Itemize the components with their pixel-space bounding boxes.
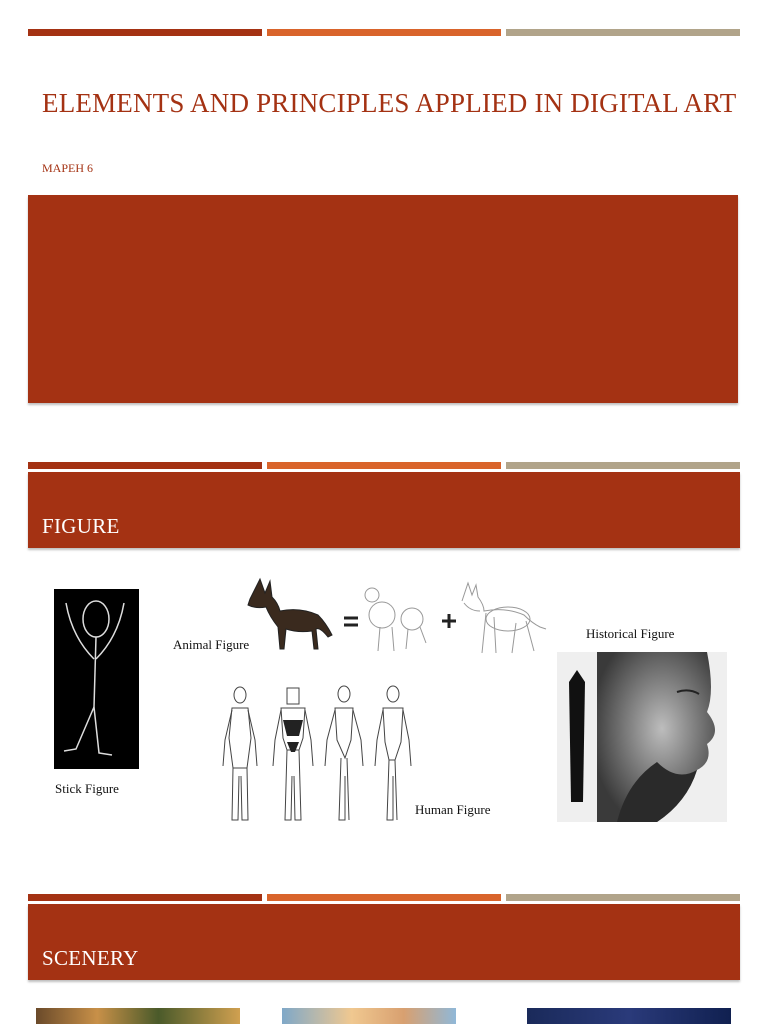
stripe-tan bbox=[506, 894, 740, 901]
scenery-heading: SCENERY bbox=[42, 946, 139, 970]
stripe-orange bbox=[267, 462, 501, 469]
stripe-orange bbox=[267, 894, 501, 901]
scenery-header-bar bbox=[28, 904, 740, 980]
accent-stripes-figure bbox=[28, 462, 740, 469]
animal-figure-image bbox=[240, 567, 580, 659]
stripe-tan bbox=[506, 29, 740, 36]
slide-subtitle: MAPEH 6 bbox=[42, 161, 94, 175]
accent-stripes-top bbox=[28, 29, 740, 36]
figure-header-bar bbox=[28, 472, 740, 548]
stripe-tan bbox=[506, 462, 740, 469]
title-color-block bbox=[28, 195, 738, 403]
figure-heading: FIGURE bbox=[42, 514, 120, 538]
slide-title: ELEMENTS AND PRINCIPLES APPLIED IN DIGITAL ART bbox=[42, 88, 737, 118]
human-figure-caption: Human Figure bbox=[415, 802, 491, 817]
human-figure-image bbox=[215, 680, 420, 830]
animal-figure-caption: Animal Figure bbox=[173, 637, 250, 652]
historical-figure-caption: Historical Figure bbox=[586, 626, 675, 641]
scenery-image-2 bbox=[282, 1008, 456, 1024]
stripe-orange bbox=[267, 29, 501, 36]
scenery-image-3 bbox=[527, 1008, 731, 1024]
scenery-image-1 bbox=[36, 1008, 240, 1024]
stripe-red bbox=[28, 462, 262, 469]
historical-figure-image bbox=[557, 652, 727, 822]
stripe-red bbox=[28, 894, 262, 901]
stick-figure-image bbox=[54, 589, 139, 769]
accent-stripes-scenery bbox=[28, 894, 740, 901]
stick-figure-caption: Stick Figure bbox=[55, 781, 119, 796]
stripe-red bbox=[28, 29, 262, 36]
